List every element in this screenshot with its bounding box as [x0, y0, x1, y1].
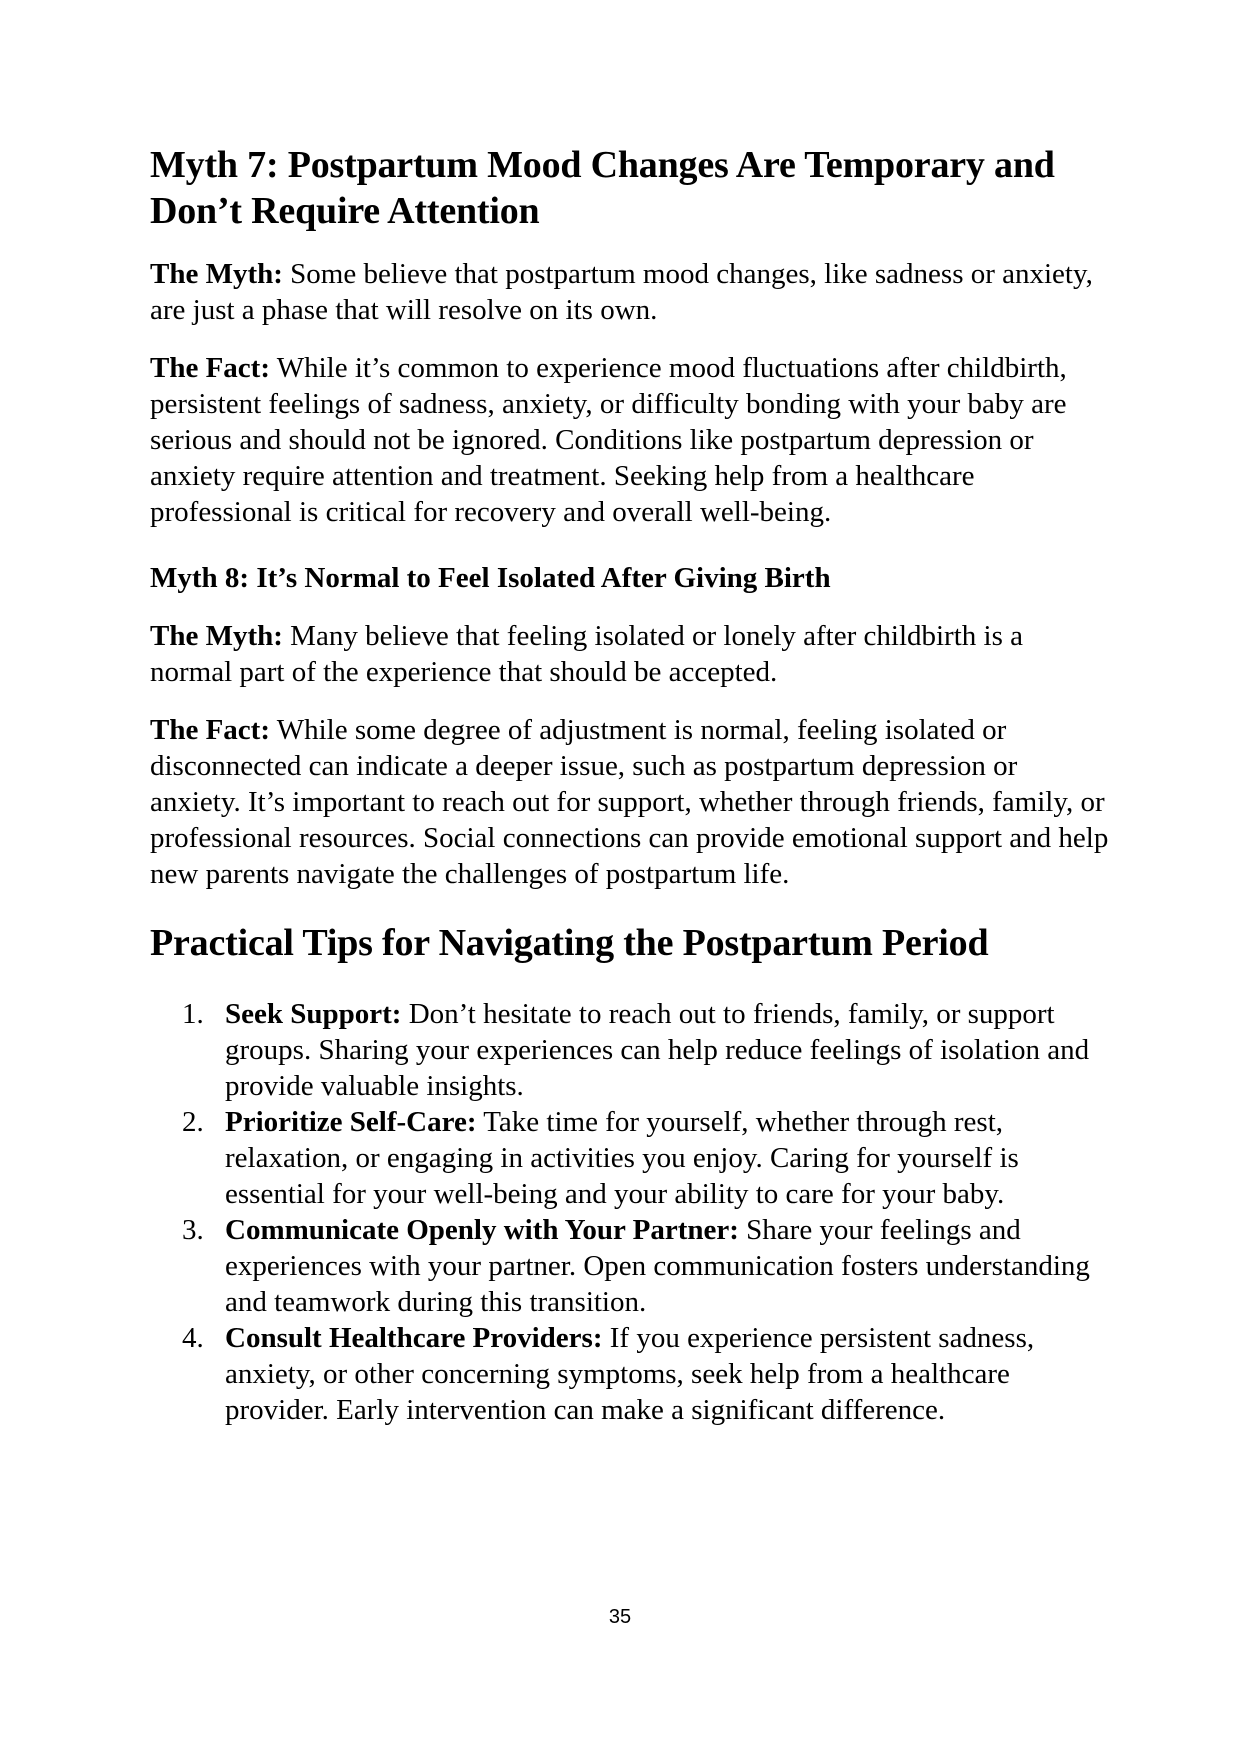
- myth8-fact-paragraph: [150, 712, 1110, 892]
- myth7-myth-paragraph: [150, 256, 1110, 328]
- list-item: [150, 996, 1110, 1104]
- tips-list: [150, 996, 1110, 1428]
- list-item-text: Don’t hesitate to reach out to friends, family, or support groups. Sharing your experiences can help reduce feelings of isolation and provide valuable insights.: [225, 998, 1090, 1102]
- list-item-number: 2.: [182, 1106, 204, 1138]
- list-item-label: Communicate Openly with Your Partner:: [225, 1214, 739, 1246]
- myth7-fact-paragraph: [150, 350, 1110, 530]
- myth7-fact-label: The Fact:: [150, 352, 270, 384]
- myth8-heading: Myth 8: It’s Normal to Feel Isolated After Giving Birth: [150, 562, 831, 594]
- list-item-label: Consult Healthcare Providers:: [225, 1322, 603, 1354]
- myth8-fact-label: The Fact:: [150, 714, 270, 746]
- list-item-number: 3.: [182, 1214, 204, 1246]
- myth7-myth-label: The Myth:: [150, 258, 283, 290]
- list-item-text: Share your feelings and experiences with your partner. Open communication fosters understanding and teamwork during this transition.: [225, 1214, 1090, 1318]
- list-item: [150, 1104, 1110, 1212]
- list-item-number: 4.: [182, 1322, 204, 1354]
- list-item-label: Seek Support:: [225, 998, 402, 1030]
- tips-heading: Practical Tips for Navigating the Postpartum Period: [150, 922, 989, 964]
- list-item: [150, 1212, 1110, 1320]
- list-item-label: Prioritize Self-Care:: [225, 1106, 477, 1138]
- myth7-heading: Myth 7: Postpartum Mood Changes Are Temporary and Don’t Require Attention: [150, 144, 1055, 232]
- myth8-fact-text: While some degree of adjustment is normal, feeling isolated or disconnected can indicate a deeper issue, such as postpartum depression or anxiety. It’s important to reach out for support, whether through friends, family, or professional resources. Social connections can provide emotional support and help new parents navigate the challenges of postpartum life.: [150, 714, 1109, 890]
- list-item-text: Take time for yourself, whether through rest, relaxation, or engaging in activities you enjoy. Caring for yourself is essential for your well-being and your ability to care for your baby.: [225, 1106, 1019, 1210]
- myth7-fact-text: While it’s common to experience mood fluctuations after childbirth, persistent feelings of sadness, anxiety, or difficulty bonding with your baby are serious and should not be ignored. Conditions like postpartum depression or anxiety require attention and treatment. Seeking help from a healthcare professional is critical for recovery and overall well-being.: [150, 352, 1067, 528]
- list-item: [150, 1320, 1110, 1428]
- page-number: 35: [608, 1606, 632, 1628]
- page-content: [150, 142, 1110, 1428]
- list-item-text: If you experience persistent sadness, anxiety, or other concerning symptoms, seek help from a healthcare provider. Early intervention can make a significant difference.: [225, 1322, 1035, 1426]
- myth8-myth-text: Many believe that feeling isolated or lonely after childbirth is a normal part of the experience that should be accepted.: [150, 620, 1023, 688]
- myth8-myth-paragraph: [150, 618, 1110, 690]
- list-item-number: 1.: [182, 998, 204, 1030]
- myth8-myth-label: The Myth:: [150, 620, 283, 652]
- myth7-myth-text: Some believe that postpartum mood changes, like sadness or anxiety, are just a phase that will resolve on its own.: [150, 258, 1093, 326]
